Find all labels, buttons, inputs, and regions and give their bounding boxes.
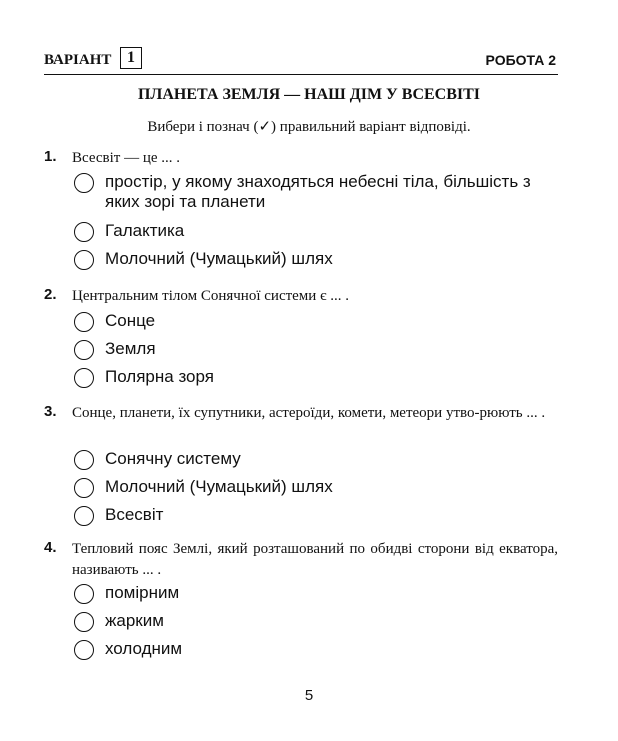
question-text: Всесвіт — це ... . — [72, 150, 181, 166]
radio-circle-icon[interactable] — [74, 584, 94, 604]
question-text: Сонце, планети, їх супутники, астероїди, комети, метеори утво-рюють ... . — [72, 405, 546, 421]
page-header — [44, 46, 558, 75]
question-number: 3. — [44, 403, 57, 420]
option-label: Молочний (Чумацький) шлях — [105, 477, 333, 496]
option-label: Полярна зоря — [105, 367, 214, 386]
page-title: ПЛАНЕТА ЗЕМЛЯ — НАШ ДІМ У ВСЕСВІТІ — [137, 86, 481, 103]
option-label: Сонце — [105, 311, 156, 330]
radio-circle-icon[interactable] — [74, 612, 94, 632]
radio-circle-icon[interactable] — [74, 640, 94, 660]
variant-label: ВАРІАНТ — [44, 52, 112, 68]
radio-circle-icon[interactable] — [74, 312, 94, 332]
question-number: 4. — [44, 539, 57, 556]
option-label: Галактика — [105, 221, 185, 240]
radio-circle-icon[interactable] — [74, 250, 94, 270]
variant-number-box: 1 — [120, 47, 142, 69]
radio-circle-icon[interactable] — [74, 368, 94, 388]
radio-circle-icon[interactable] — [74, 340, 94, 360]
radio-circle-icon[interactable] — [74, 222, 94, 242]
question-number: 1. — [44, 148, 57, 165]
instruction-text: Вибери і познач (✓) правильний варіант відповіді. — [147, 119, 471, 135]
option-label: простір, у якому знаходяться небесні тіла, більшість з яких зорі та планети — [105, 172, 531, 211]
radio-circle-icon[interactable] — [74, 478, 94, 498]
radio-circle-icon[interactable] — [74, 450, 94, 470]
option-label: холодним — [105, 639, 183, 658]
work-label: РОБОТА 2 — [485, 52, 556, 68]
option-label: помірним — [105, 583, 180, 602]
option-label: жарким — [105, 611, 164, 630]
question-text: Центральним тілом Сонячної системи є ... . — [72, 288, 350, 304]
question-text: Тепловий пояс Землі, який розташований по обидві сторони від екватора, називають ... . — [72, 541, 558, 578]
option-label: Всесвіт — [105, 505, 164, 524]
radio-circle-icon[interactable] — [74, 506, 94, 526]
question-number: 2. — [44, 286, 57, 303]
radio-circle-icon[interactable] — [74, 173, 94, 193]
option-label: Земля — [105, 339, 156, 358]
page-number: 5 — [304, 687, 314, 704]
option-label: Сонячну систему — [105, 449, 241, 468]
option-label: Молочний (Чумацький) шлях — [105, 249, 333, 268]
